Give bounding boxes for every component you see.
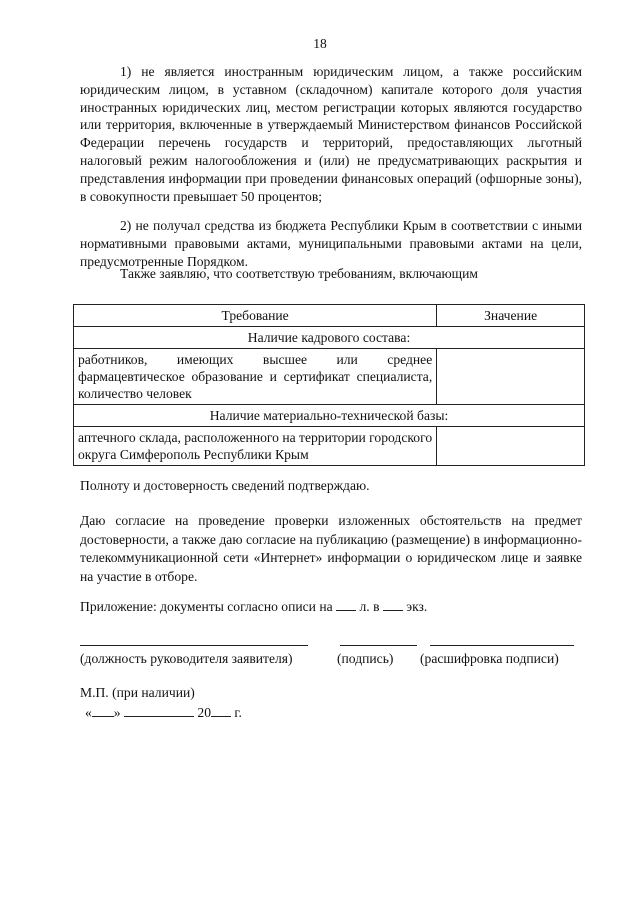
value-warehouse-cell[interactable] xyxy=(437,427,585,466)
annex-suffix: экз. xyxy=(406,599,428,614)
year-suffix: г. xyxy=(234,705,242,720)
table-section-row xyxy=(74,405,585,427)
consent-text: Даю согласие на проведение проверки изложенных обстоятельств на предмет достоверности, а также даю согласие на публикацию (размещение) в информационно-телекоммуникационной сети «Интернет» информации о юридическом лице и заявке на участие в отборе. xyxy=(80,513,582,584)
header-value: Значение xyxy=(437,305,585,327)
signature-line[interactable] xyxy=(340,645,417,646)
decoding-signature-line[interactable] xyxy=(430,645,574,646)
paragraph-intro: Также заявляю, что соответствую требованиям, включающим xyxy=(120,266,479,281)
paragraph-item-1: 1) не является иностранным юридическим лицом, а также российским юридическим лицом, в уставном (складочном) капитале которого доля участия иностранных юридических лиц, местом регистрации которых являются государство или территория, включенные в утверждаемый Министерством финансов Российской Федерации перечень государств и территорий, предоставляющих льготный налоговый режим налогообложения и (или) не предусматривающих раскрытия и представления информации при проведении финансовых операций (офшорные зоны), в совокупности превышает 50 процентов; xyxy=(80,64,582,204)
sheets-count-blank[interactable] xyxy=(336,597,356,611)
year-blank[interactable] xyxy=(211,703,231,717)
annex-middle: л. в xyxy=(359,599,380,614)
table-section-row xyxy=(74,327,585,349)
requirement-staff-cell: работников, имеющих высшее или среднее фармацевтическое образование и сертификат специалиста, количество человек xyxy=(74,349,437,405)
confirmation-text: Полноту и достоверность сведений подтверждаю. xyxy=(80,478,370,493)
year-prefix: 20 xyxy=(197,705,211,720)
annex-line xyxy=(80,597,427,615)
table-row xyxy=(74,349,585,405)
position-label: (должность руководителя заявителя) xyxy=(80,651,293,666)
seal-text: М.П. (при наличии) xyxy=(80,685,195,700)
page-number: 18 xyxy=(313,36,327,51)
table-row xyxy=(74,427,585,466)
section-material-base: Наличие материально-технической базы: xyxy=(74,405,585,427)
position-signature-line[interactable] xyxy=(80,645,308,646)
date-open-quote: « xyxy=(85,705,92,720)
table-header-row xyxy=(74,305,585,327)
month-blank[interactable] xyxy=(124,703,194,717)
requirement-warehouse-cell: аптечного склада, расположенного на территории городского округа Симферополь Республики Крым xyxy=(74,427,437,466)
decoding-label: (расшифровка подписи) xyxy=(420,651,559,666)
value-staff-cell[interactable] xyxy=(437,349,585,405)
section-staff: Наличие кадрового состава: xyxy=(74,327,585,349)
copies-count-blank[interactable] xyxy=(383,597,403,611)
paragraph-item-2: 2) не получал средства из бюджета Республики Крым в соответствии с иными нормативными правовыми актами, муниципальными правовыми актами на цели, предусмотренные Порядком. xyxy=(80,218,582,269)
date-close-quote: » xyxy=(113,705,121,720)
date-line xyxy=(85,703,242,721)
day-blank[interactable] xyxy=(92,703,114,717)
signature-label: (подпись) xyxy=(337,651,394,666)
header-requirement: Требование xyxy=(74,305,437,327)
requirements-table xyxy=(73,304,585,466)
annex-prefix: Приложение: документы согласно описи на xyxy=(80,599,333,614)
